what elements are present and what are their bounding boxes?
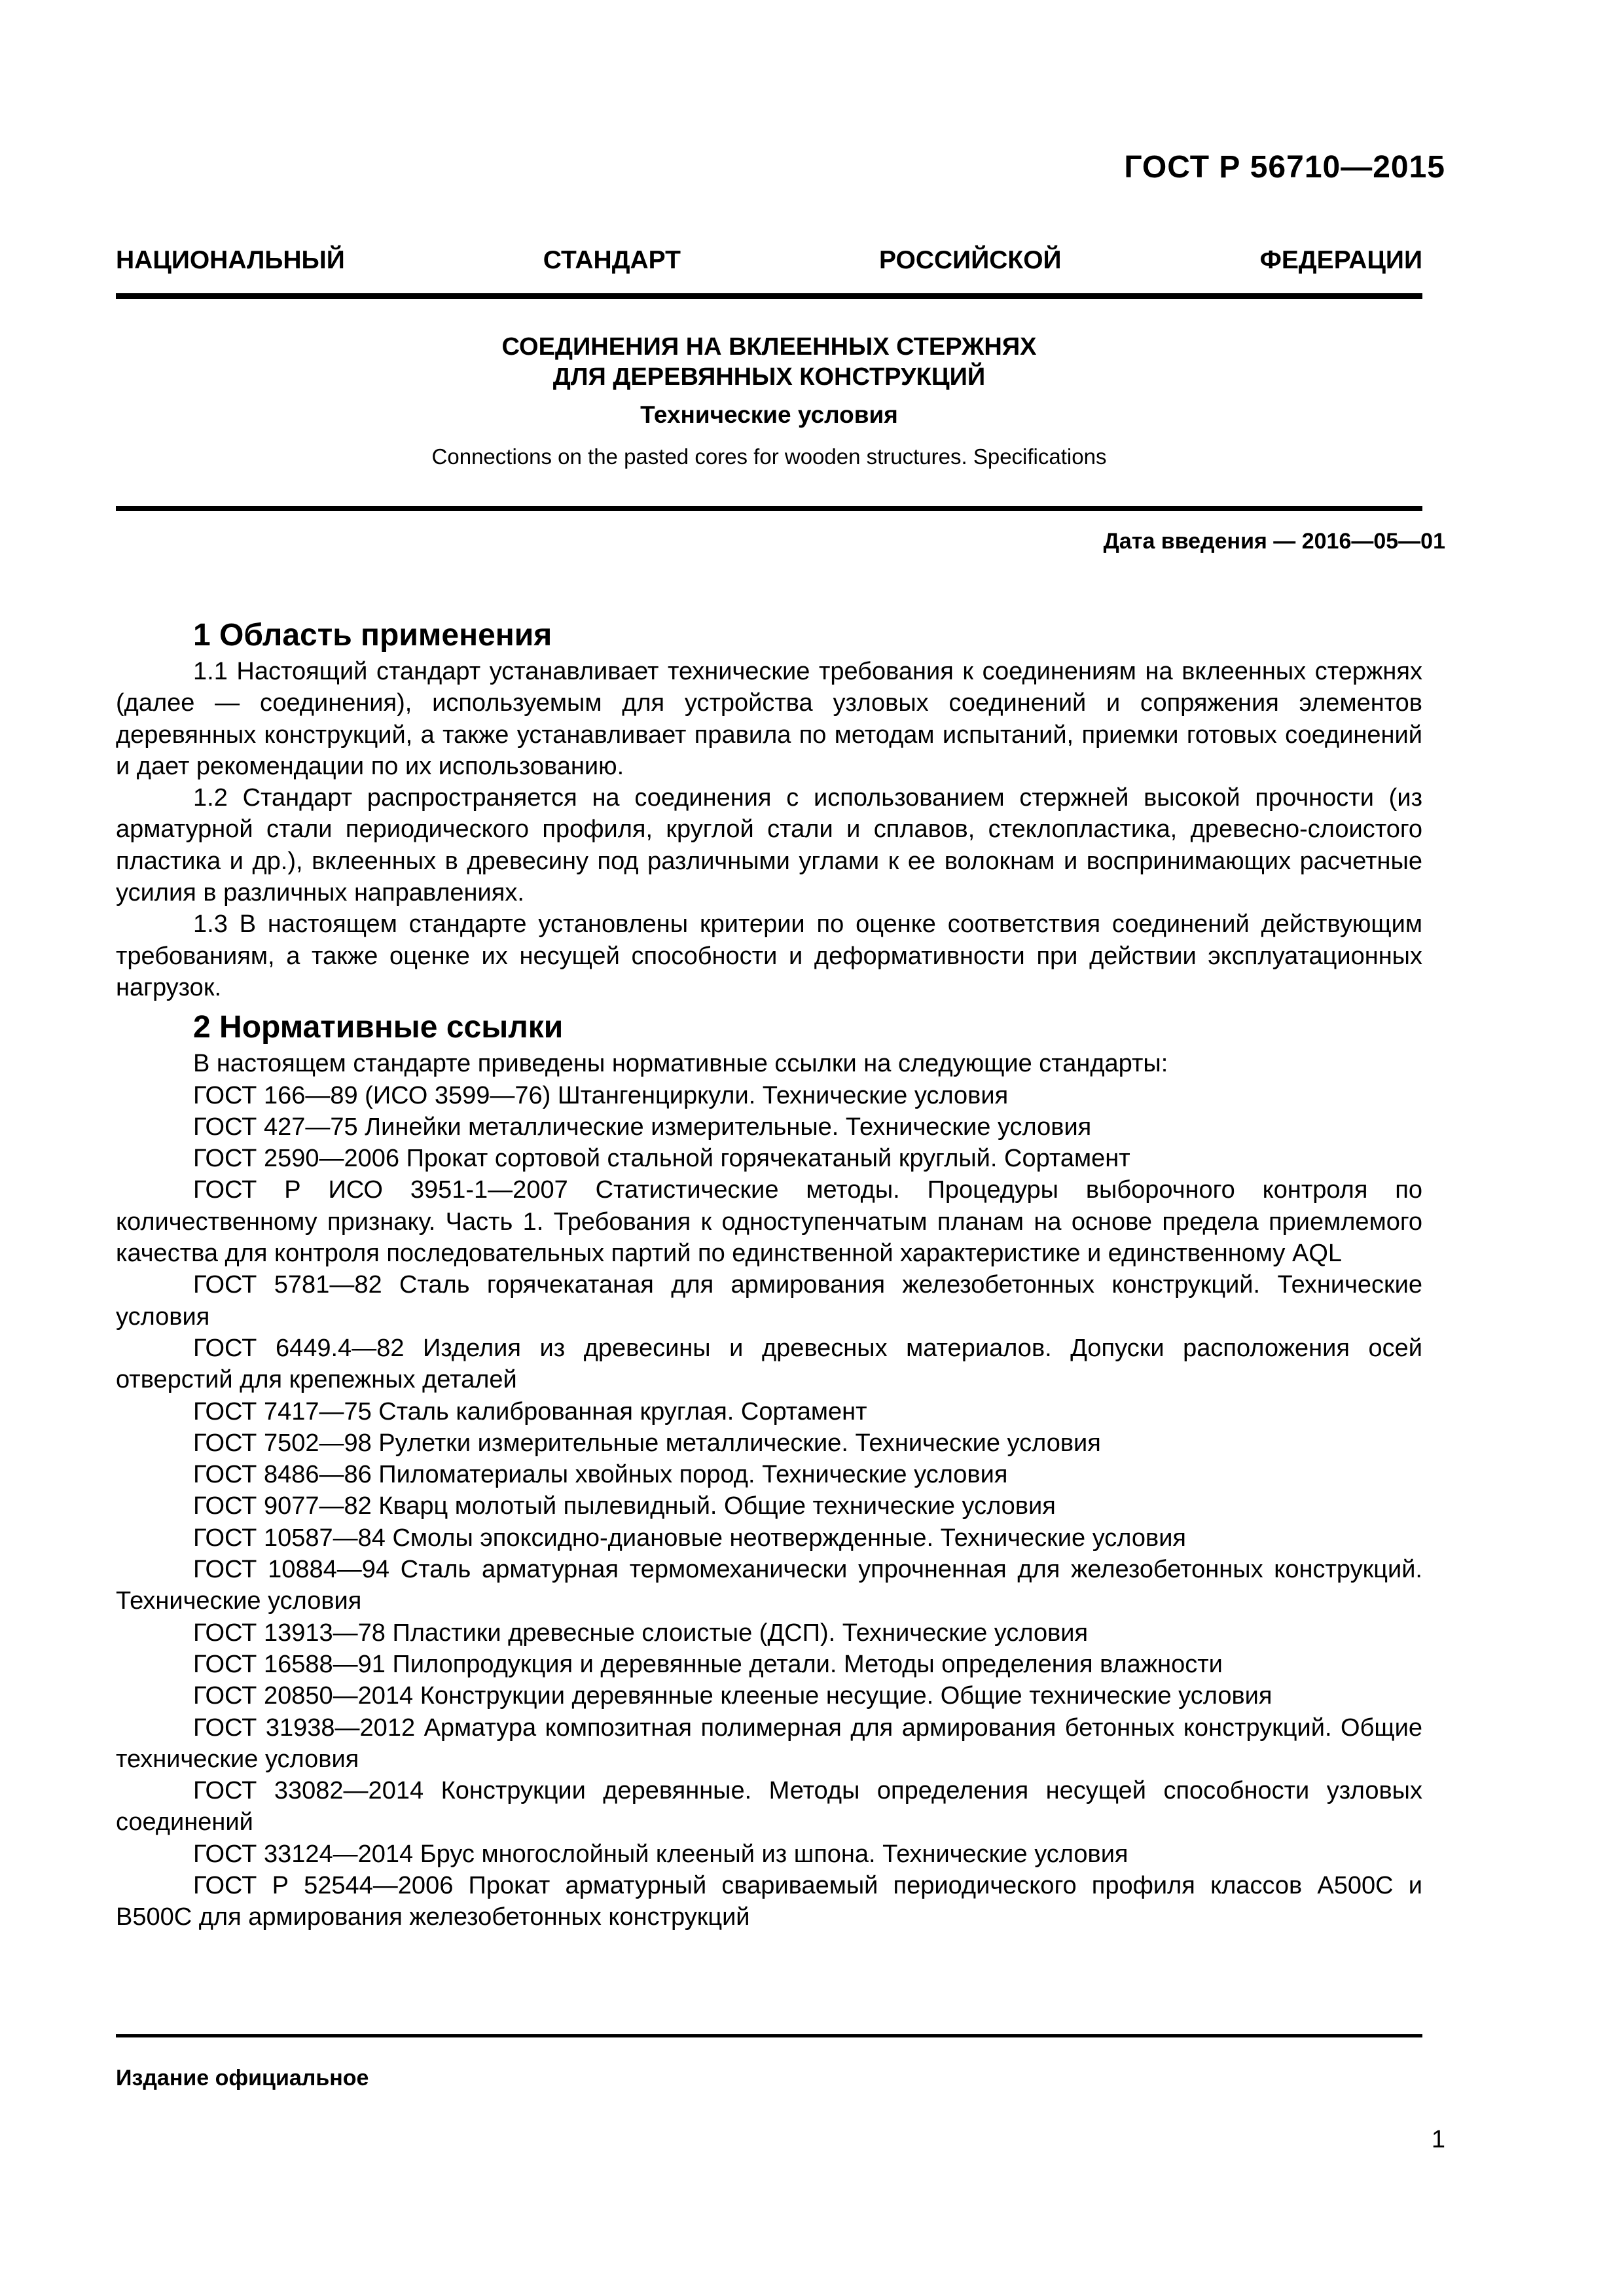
title-subtitle: Технические условия (640, 401, 898, 428)
page-number: 1 (1431, 2126, 1445, 2153)
reference-item: ГОСТ 33124—2014 Брус многослойный клееный из шпона. Технические условия (193, 1840, 1128, 1868)
section-1-heading: 1 Область применения (193, 618, 552, 653)
title-english: Connections on the pasted cores for wooden structures. Specifications (431, 444, 1107, 469)
reference-item: ГОСТ 6449.4—82 Изделия из древесины и древесных материалов. Допуски расположения осей отверстий для крепежных деталей (116, 1334, 1422, 1394)
reference-item: ГОСТ Р ИСО 3951-1—2007 Статистические методы. Процедуры выборочного контроля по количественному признаку. Часть 1. Требования к одноступенчатым планам на основе предела приемлемого качества для контроля последовательных партий по единственной характеристике и единственному AQL (116, 1176, 1422, 1268)
title-line-2: ДЛЯ ДЕРЕВЯННЫХ КОНСТРУКЦИЙ (552, 363, 986, 391)
paragraph-1-1: 1.1 Настоящий стандарт устанавливает технические требования к соединениям на вклеенных стержнях (далее — соединения), используемым для устройства узловых соединений и сопряжения элементов деревянных конструкций, а также устанавливает правила по методам испытаний, приемки готовых соединений и дает рекомендации по их использованию. (116, 658, 1422, 780)
top-rule (116, 293, 1422, 299)
reference-item: ГОСТ Р 52544—2006 Прокат арматурный свариваемый периодического профиля классов А500С и В500С для армирования железобетонных конструкций (116, 1871, 1422, 1931)
section-2-heading: 2 Нормативные ссылки (193, 1010, 564, 1045)
reference-item: ГОСТ 5781—82 Сталь горячекатаная для армирования железобетонных конструкций. Технические условия (116, 1271, 1422, 1331)
reference-item: ГОСТ 7417—75 Сталь калиброванная круглая. Сортамент (193, 1397, 867, 1426)
references-list (116, 1080, 1422, 1933)
standard-number: ГОСТ Р 56710—2015 (1124, 150, 1445, 185)
reference-item: ГОСТ 20850—2014 Конструкции деревянные клееные несущие. Общие технические условия (193, 1682, 1272, 1710)
reference-item: ГОСТ 33082—2014 Конструкции деревянные. Методы определения несущей способности узловых соединений (116, 1777, 1422, 1837)
bottom-rule (116, 2034, 1422, 2037)
reference-item: ГОСТ 7502—98 Рулетки измерительные металлические. Технические условия (193, 1429, 1101, 1457)
title-line-1: СОЕДИНЕНИЯ НА ВКЛЕЕННЫХ СТЕРЖНЯХ (501, 333, 1037, 361)
reference-item: ГОСТ 16588—91 Пилопродукция и деревянные детали. Методы определения влажности (193, 1650, 1223, 1678)
reference-item: ГОСТ 31938—2012 Арматура композитная полимерная для армирования бетонных конструкций. Общие технические условия (116, 1713, 1422, 1773)
reference-item: ГОСТ 9077—82 Кварц молотый пылевидный. Общие технические условия (193, 1492, 1056, 1520)
title-block (116, 332, 1422, 471)
paragraph-1-3: 1.3 В настоящем стандарте установлены критерии по оценке соответствия соединений действующим требованиям, а также оценке их несущей способности и деформативности при действии эксплуатационных нагрузок. (116, 910, 1422, 1001)
middle-rule (116, 506, 1422, 511)
main-content (116, 615, 1422, 1933)
introduction-date: Дата введения — 2016—05—01 (1103, 529, 1445, 554)
official-edition-label: Издание официальное (116, 2066, 369, 2090)
paragraph-1-2: 1.2 Стандарт распространяется на соединения с использованием стержней высокой прочности (из арматурной стали периодического профиля, круглой стали и сплавов, стеклопластика, древесно-слоистого пластика и др.), вклеенных в древесину под различными углами к ее волокнам и воспринимающих расчетные усилия в различных направлениях. (116, 784, 1422, 907)
reference-item: ГОСТ 427—75 Линейки металлические измерительные. Технические условия (193, 1113, 1092, 1141)
standard-category: НАЦИОНАЛЬНЫЙ СТАНДАРТ РОССИЙСКОЙ ФЕДЕРАЦИИ (116, 246, 1422, 274)
references-intro: В настоящем стандарте приведены нормативные ссылки на следующие стандарты: (193, 1050, 1168, 1078)
reference-item: ГОСТ 10884—94 Сталь арматурная термомеханически упрочненная для железобетонных конструкций. Технические условия (116, 1556, 1422, 1615)
reference-item: ГОСТ 166—89 (ИСО 3599—76) Штангенциркули. Технические условия (193, 1081, 1009, 1109)
reference-item: ГОСТ 8486—86 Пиломатериалы хвойных пород. Технические условия (193, 1461, 1008, 1489)
reference-item: ГОСТ 13913—78 Пластики древесные слоистые (ДСП). Технические условия (193, 1619, 1089, 1647)
reference-item: ГОСТ 10587—84 Смолы эпоксидно-диановые неотвержденные. Технические условия (193, 1524, 1186, 1552)
reference-item: ГОСТ 2590—2006 Прокат сортовой стальной горячекатаный круглый. Сортамент (193, 1145, 1130, 1173)
